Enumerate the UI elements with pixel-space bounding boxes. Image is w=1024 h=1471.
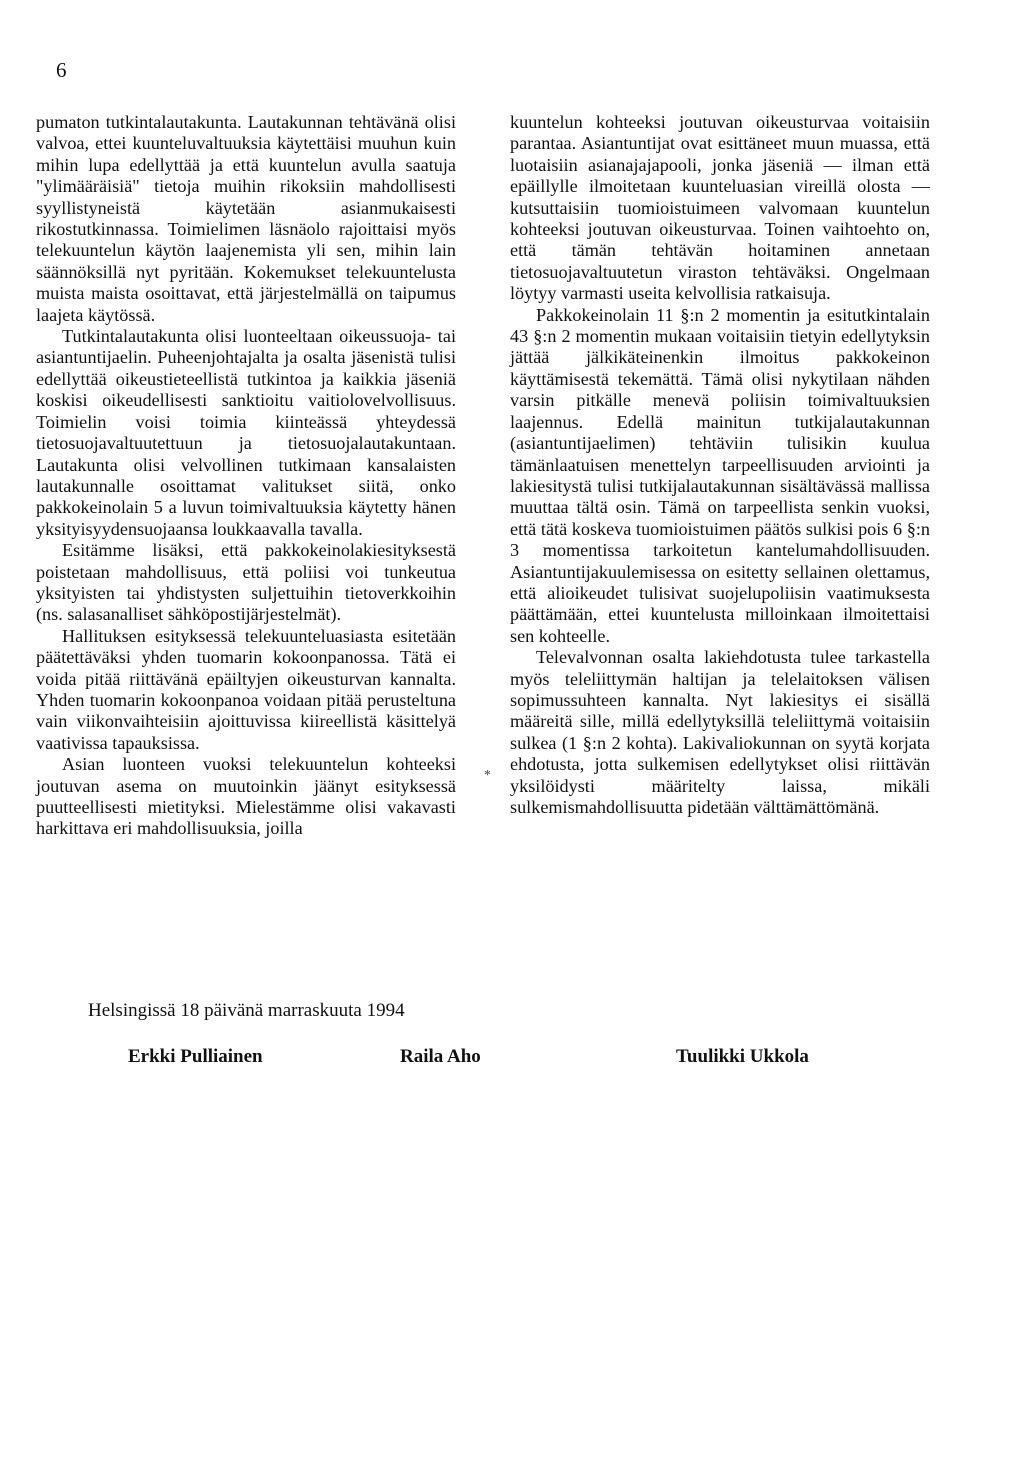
signature-1: Erkki Pulliainen	[128, 1046, 263, 1067]
paragraph: Hallituksen esityksessä telekuunteluasiasta esitetään päätettäväksi yhden tuomarin kokoonpanossa. Tätä ei voida pitää riittävänä epäiltyjen oikeusturvan kannalta. Yhden tuomarin kokoonpanoa voidaan pitää perusteltuna vain viikonvaihteisiin ajoittuvissa kiireellistä käsittelyä vaativissa tapauksissa.	[36, 625, 456, 753]
paragraph: Asian luonteen vuoksi telekuuntelun kohteeksi joutuvan asema on muutoinkin jäänyt esityksessä puutteellisesti mietityksi. Mielestämme olisi vakavasti harkittava eri mahdollisuuksia, joilla	[36, 754, 456, 839]
signature-2: Raila Aho	[400, 1046, 481, 1067]
page-number: 6	[56, 58, 67, 82]
right-column	[510, 112, 930, 818]
dateline: Helsingissä 18 päivänä marraskuuta 1994	[88, 1000, 405, 1021]
paragraph: Televalvonnan osalta lakiehdotusta tulee tarkastella myös teleliittymän haltijan ja telelaitoksen välisen sopimussuhteen kannalta. Nyt lakiesitys ei sisällä määreitä sille, millä edellytyksillä teleliittymä voitaisiin sulkea (1 §:n 2 kohta). Lakivaliokunnan on syytä korjata ehdotusta, jotta sulkemisen edellytykset olisi riittävän yksilöidysti määritelty laissa, mikäli sulkemismahdollisuutta pidetään välttämättömänä.	[510, 647, 930, 817]
paragraph: kuuntelun kohteeksi joutuvan oikeusturvaa voitaisiin parantaa. Asiantuntijat ovat esittäneet muun muassa, että luotaisiin asianajajapooli, jonka jäseniä — ilman että epäillylle ilmoitetaan kuunteluasian vireillä olosta — kutsuttaisiin tuomioistuimeen valvomaan kuuntelun kohteeksi joutuvan oikeusturvaa. Toinen vaihtoehto on, että tämän tehtävän hoitaminen annetaan tietosuojavaltuutetun viraston tehtäväksi. Ongelmaan löytyy varmasti useita kelvollisia ratkaisuja.	[510, 112, 930, 304]
signature-3: Tuulikki Ukkola	[676, 1046, 809, 1067]
paragraph: Pakkokeinolain 11 §:n 2 momentin ja esitutkintalain 43 §:n 2 momentin mukaan voitaisiin tietyin edellytyksin jättää jälkikäteinenkin ilmoitus pakkokeinon käyttämisestä tekemättä. Tämä olisi nykytilaan nähden varsin pitkälle menevä poliisin toimivaltuuksien laajennus. Edellä mainitun tutkijalautakunnan (asiantuntijaelimen) tehtäviin tulisikin kuulua tämänlaatuisen menettelyn tarpeellisuuden arviointi ja lakiesitystä tulisi tutkijalautakunnan sisältävässä mallissa muuttaa tältä osin. Tämä on tarpeellista senkin vuoksi, että tätä koskeva tuomioistuimen päätös sulkisi pois 6 §:n 3 momentissa tarkoitetun kantelumahdollisuuden. Asiantuntijakuulemisessa on esitetty sellainen olettamus, että alioikeudet tulisivat suojelupoliisin vaatimuksesta päättämään, ettei kuuntelusta milloinkaan ilmoitettaisi sen kohteelle.	[510, 304, 930, 646]
margin-mark: *	[484, 768, 491, 783]
left-column	[36, 112, 456, 840]
paragraph: Esitämme lisäksi, että pakkokeinolakiesityksestä poistetaan mahdollisuus, että poliisi voi tunkeutua yksityisten tai yhdistysten suljettuihin tietoverkkoihin (ns. salasanalliset sähköpostijärjestelmät).	[36, 540, 456, 625]
paragraph: Tutkintalautakunta olisi luonteeltaan oikeussuoja- tai asiantuntijaelin. Puheenjohtajalta ja osalta jäsenistä tulisi edellyttää oikeustieteellistä tutkintoa ja kaikkia jäseniä koskisi oikeudellisesti sanktioitu vaitiolovelvollisuus. Toimielin voisi toimia kiinteässä yhteydessä tietosuojavaltuutettuun ja tietosuojalautakuntaan. Lautakunta olisi velvollinen tutkimaan kansalaisten lautakunnalle osoittamat valitukset siitä, onko pakkokeinolain 5 a luvun toimivaltuuksia käytetty hänen yksityisyydensuojaansa loukkaavalla tavalla.	[36, 326, 456, 539]
paragraph: pumaton tutkintalautakunta. Lautakunnan tehtävänä olisi valvoa, ettei kuunteluvaltuuksia käytettäisi muuhun kuin mihin lupa edellyttää ja että kuuntelun avulla saatuja "ylimääräisiä" tietoja muihin rikoksiin mahdollisesti syyllistyneistä käytetään asianmukaisesti rikostutkinnassa. Toimielimen läsnäolo rajoittaisi myös telekuuntelun käytön laajenemista yli sen, mihin lain säännöksillä nyt pyritään. Kokemukset telekuuntelusta muista maista osoittavat, että järjestelmällä on taipumus laajeta käytössä.	[36, 112, 456, 325]
